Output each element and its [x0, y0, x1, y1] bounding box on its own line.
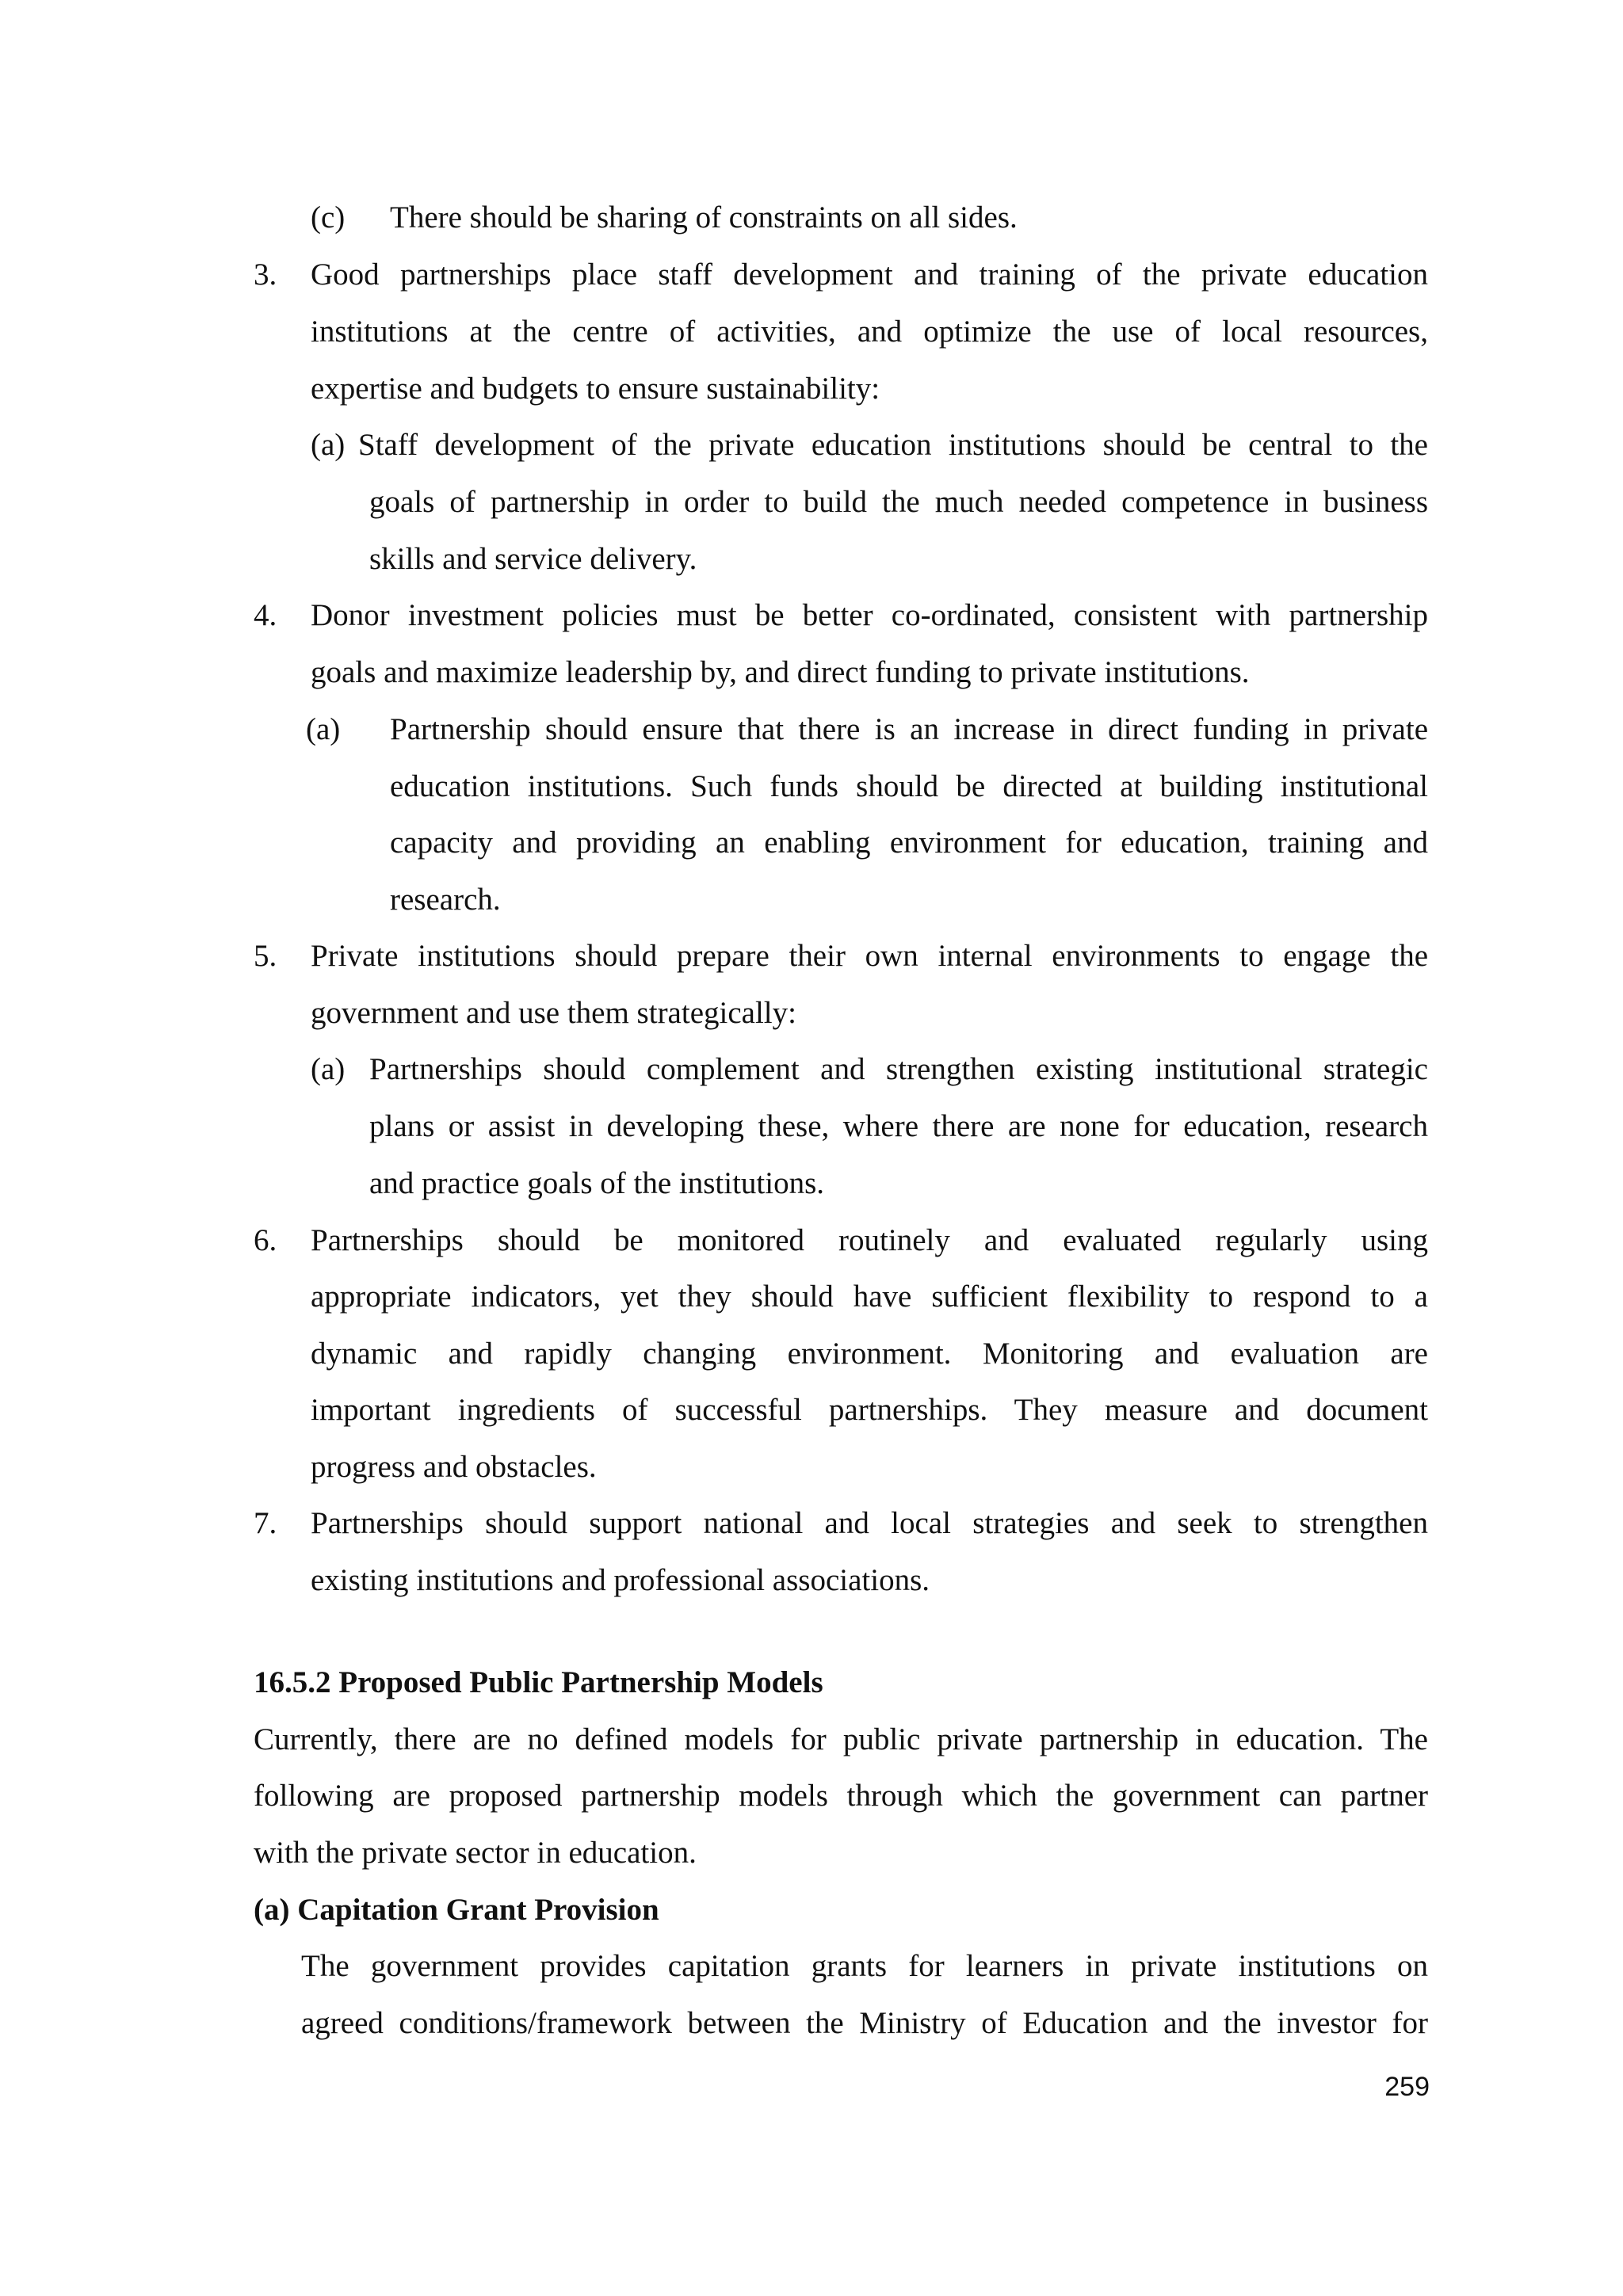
paragraph-line: with the private sector in education. — [254, 1836, 697, 1870]
list-item-text: Partnerships should complement and strengthen existing institutional strategic — [369, 1052, 1428, 1086]
list-item-text: Staff development of the private education institutions should be central to the — [358, 428, 1428, 462]
list-item-text: Donor investment policies must be better co-ordinated, consistent with partnership — [311, 598, 1428, 632]
list-item-text: education institutions. Such funds should be directed at building institutional — [390, 769, 1428, 803]
list-marker: (a) — [311, 428, 346, 462]
list-item-text: There should be sharing of constraints on all sides. — [390, 200, 1018, 235]
list-item-text: government and use them strategically: — [311, 996, 796, 1030]
list-item-text: goals of partnership in order to build the much needed competence in business — [369, 485, 1428, 519]
paragraph-line: Currently, there are no defined models for public private partnership in education. The — [254, 1722, 1428, 1756]
list-item-text: Good partnerships place staff development and training of the private education — [311, 257, 1428, 292]
list-item-text: Partnerships should be monitored routinely and evaluated regularly using — [311, 1223, 1428, 1257]
list-item-text: skills and service delivery. — [369, 542, 697, 576]
list-item-text: existing institutions and professional associations. — [311, 1563, 930, 1597]
list-item-text: Private institutions should prepare their own internal environments to engage the — [311, 939, 1428, 973]
list-item-text: appropriate indicators, yet they should have sufficient flexibility to respond to a — [311, 1280, 1428, 1314]
list-marker: (c) — [311, 200, 346, 235]
list-item-text: Partnership should ensure that there is an increase in direct funding in private — [390, 712, 1428, 746]
list-marker: (a) — [306, 712, 341, 746]
list-item-text: progress and obstacles. — [311, 1450, 597, 1484]
paragraph-line: The government provides capitation grants for learners in private institutions on — [301, 1949, 1428, 1983]
list-marker: 6. — [254, 1223, 277, 1257]
list-marker: 4. — [254, 598, 277, 632]
section-heading: 16.5.2 Proposed Public Partnership Models — [254, 1665, 823, 1699]
list-marker: 3. — [254, 257, 277, 292]
list-marker: 7. — [254, 1506, 277, 1540]
list-item-text: institutions at the centre of activities, and optimize the use of local resources, — [311, 315, 1428, 349]
sub-heading: (a) Capitation Grant Provision — [254, 1893, 659, 1927]
list-item-text: plans or assist in developing these, where there are none for education, research — [369, 1109, 1428, 1143]
list-marker: (a) — [311, 1052, 346, 1086]
paragraph-line: following are proposed partnership models through which the government can partner — [254, 1779, 1428, 1813]
paragraph-line: agreed conditions/framework between the Ministry of Education and the investor for — [301, 2006, 1428, 2040]
list-item-text: Partnerships should support national and local strategies and seek to strengthen — [311, 1506, 1428, 1540]
list-item-text: important ingredients of successful partnerships. They measure and document — [311, 1393, 1428, 1427]
list-item-text: capacity and providing an enabling environment for education, training and — [390, 826, 1428, 860]
list-item-text: dynamic and rapidly changing environment. Monitoring and evaluation are — [311, 1337, 1428, 1371]
list-item-text: and practice goals of the institutions. — [369, 1166, 825, 1200]
list-item-text: expertise and budgets to ensure sustainability: — [311, 372, 880, 406]
list-marker: 5. — [254, 939, 277, 973]
list-item-text: goals and maximize leadership by, and direct funding to private institutions. — [311, 655, 1250, 689]
page-number: 259 — [1384, 2072, 1430, 2102]
list-item-text: research. — [390, 883, 501, 917]
